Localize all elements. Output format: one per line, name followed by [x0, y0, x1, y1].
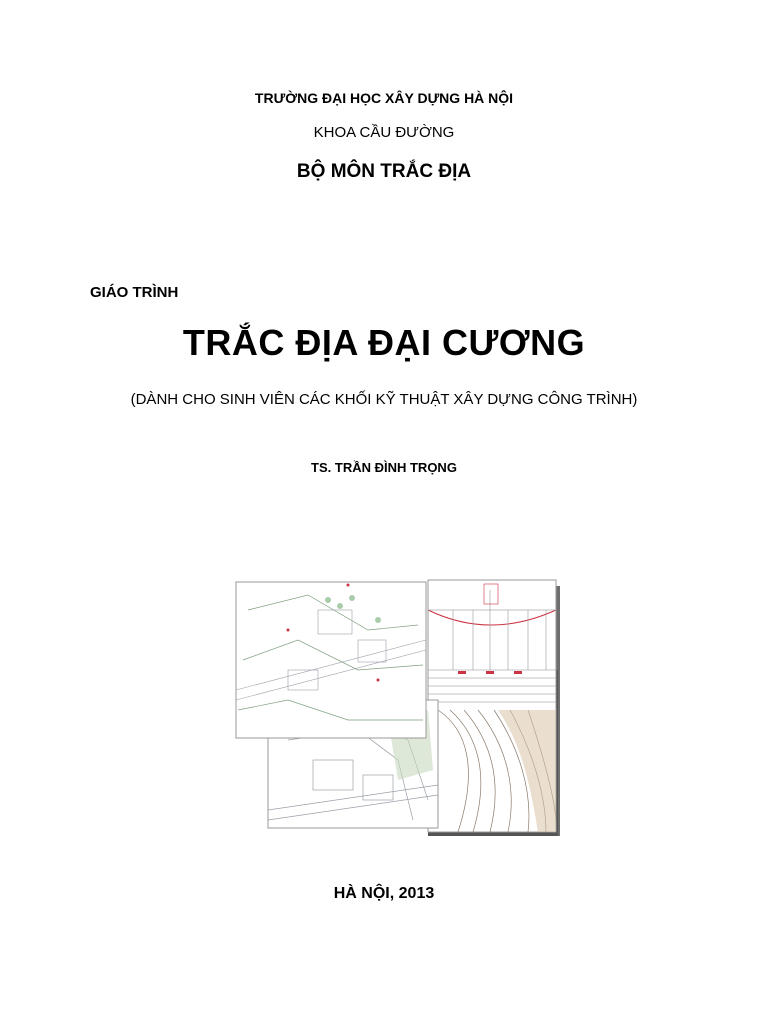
- university-name: TRƯỜNG ĐẠI HỌC XÂY DỰNG HÀ NỘI: [254, 90, 514, 106]
- department-name: BỘ MÔN TRẮC ĐỊA: [296, 161, 472, 182]
- document-type: GIÁO TRÌNH: [90, 284, 179, 301]
- place-and-year: HÀ NỘI, 2013: [333, 885, 435, 902]
- topographic-map-drawing: [236, 582, 426, 738]
- survey-maps-collage-icon: [228, 570, 563, 840]
- faculty-name: KHOA CẦU ĐƯỜNG: [313, 124, 455, 141]
- document-title: TRẮC ĐỊA ĐẠI CƯƠNG: [182, 322, 586, 363]
- document-subtitle: (DÀNH CHO SINH VIÊN CÁC KHỐI KỸ THUẬT XÂY DỰNG CÔNG TRÌNH): [130, 391, 638, 408]
- author-name: TS. TRẦN ĐÌNH TRỌNG: [311, 460, 457, 475]
- profile-drawing: [428, 580, 556, 832]
